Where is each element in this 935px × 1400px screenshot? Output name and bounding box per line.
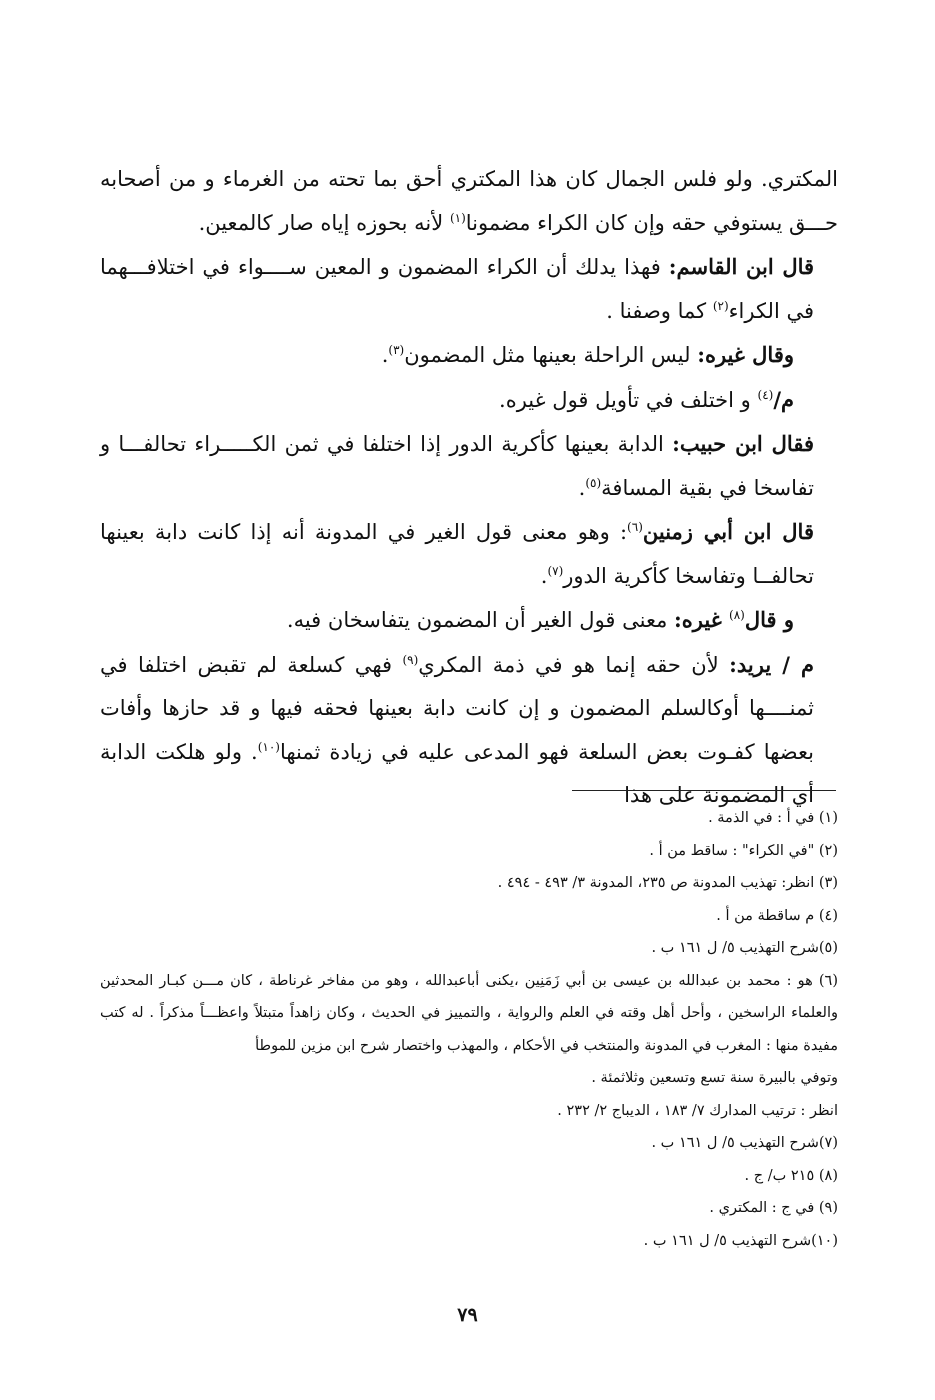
- speaker-label: غيره:: [674, 607, 730, 632]
- footnote: (٥)شرح التهذيب ٥/ ل ١٦١ ب .: [651, 940, 838, 956]
- paragraph-text: و اختلف في تأويل قول غيره.: [499, 387, 758, 412]
- footnote-line: مذكراً . له كتب مفيدة منها : المغرب في المدونة والمنتخب في الأحكام ، والمهذب واختصار شرح ابن مزين للموطأ: [100, 1005, 838, 1054]
- paragraph-text: ليس الراحلة بعينها مثل المضمون: [404, 343, 698, 367]
- paragraph-text: .: [381, 343, 389, 367]
- main-text: [100, 158, 838, 818]
- paragraph-text: .: [578, 475, 586, 500]
- footnote: (١) في أ : في الذمة .: [708, 810, 838, 826]
- speaker-label: م/: [773, 386, 794, 412]
- paragraph-1: [100, 158, 838, 245]
- paragraph-7: [100, 598, 838, 643]
- paragraph-text: معنى قول الغير أن المضمون يتفاسخان فيه.: [286, 608, 675, 632]
- footnote-line: وتوفي بالبيرة سنة تسع وتسعين وثلاثمئة .: [591, 1070, 838, 1086]
- footnote-ref: (٦): [627, 520, 643, 534]
- paragraph-text: الدابة بعينها كأكرية الدور إذا اختلفا في ثمن الكـــــراء تحالفـــا و تفاسخا في بقية المسافة: [100, 432, 814, 500]
- paragraph-text: . ولو هلكت الدابة أي المضمونة على هذا: [100, 739, 814, 807]
- paragraph-5: [100, 422, 838, 510]
- speaker-label: فقال ابن حبيب:: [672, 431, 814, 456]
- footnote: (٧)شرح التهذيب ٥/ ل ١٦١ ب .: [651, 1135, 838, 1151]
- speaker-label: م / يريد:: [729, 651, 814, 677]
- paragraph-4: [100, 378, 838, 423]
- paragraph-2: [100, 245, 838, 333]
- footnote: (٤) م ساقطة من أ .: [716, 907, 838, 924]
- footnote: (٩) في ج : المكتري .: [709, 1200, 838, 1216]
- paragraph-text: لأن حقه إنما هو في ذمة المكري: [418, 652, 730, 677]
- speaker-label: قال ابن أبي زمنين: [642, 519, 814, 544]
- text-line: المكتري. ولو فلس الجمال كان هذا المكتري أحق بما تحته من الغرماء و من أصحابه حـــق: [100, 167, 838, 235]
- paragraph-text: كما وصفنا .: [606, 298, 713, 323]
- paragraph-text: فهي كسلعة لم تقبض اختلفا في ثمنــــها أوكالسلم المضمون و إن كانت دابة بعينها فحقه فيها و قد حازها وأفات بعضها كفـوت بعض السلعة فهو المدعى عليه في زيادة ثمنها: [100, 652, 814, 764]
- footnote: (٣) انظر: تهذيب المدونة ص ٢٣٥، المدونة ٣/ ٤٩٣ - ٤٩٤ .: [497, 875, 838, 891]
- footnotes: [100, 802, 838, 1257]
- footnote-ref: (٩): [402, 652, 419, 667]
- text-line: يستوفي حقه وإن كان الكراء مضمونا: [465, 210, 783, 235]
- footnote-ref: (١٠): [257, 739, 280, 754]
- footnote-line: المحدثين والعلماء الراسخين ، وأحل أهل وقته في العلم والرواية ، والتمييز في الحديث ، وكان زاهداً متبتلاً واعظـــاً: [100, 972, 838, 1021]
- page-number: ٧٩: [457, 1304, 478, 1326]
- footnote-ref: (٣): [388, 343, 405, 357]
- speaker-label: و قال: [744, 607, 794, 632]
- footnote-ref: (٤): [757, 387, 774, 402]
- paragraph-6: [100, 510, 838, 598]
- paragraph-8: [100, 643, 838, 818]
- footnote-ref: (٥): [585, 475, 602, 490]
- footnote-ref: (٢): [712, 298, 729, 313]
- speaker-label: قال ابن القاسم:: [668, 254, 815, 279]
- footnote-line: انظر : ترتيب المدارك ٧/ ١٨٣ ، الديباج ٢/ ٢٣٢ .: [557, 1102, 838, 1119]
- footnote: [100, 965, 838, 1063]
- text-line: لأنه بحوزه إياه صار كالمعين.: [198, 210, 450, 235]
- footnote-ref: (٧): [547, 563, 564, 578]
- paragraph-text: فهذا يدلك أن الكراء المضمون و المعين ســــواء في اختلافـــهما في الكراء: [100, 255, 814, 323]
- paragraph-text: : وهو معنى قول الغير في المدونة أنه إذا كانت دابة بعينها تحالفــا وتفاسخا كأكرية الدور: [100, 520, 814, 588]
- footnote: (٢) "في الكراء" : ساقط من أ .: [649, 842, 838, 859]
- footnote: (٨) ٢١٥ ب/ ج .: [744, 1167, 838, 1184]
- speaker-label: وقال غيره:: [697, 342, 794, 367]
- footnote: (١٠)شرح التهذيب ٥/ ل ١٦١ ب .: [643, 1232, 838, 1249]
- footnote-line: (٦) هو : محمد بن عبدالله بن عيسى بن أبي زَمَنِين ،يكنى أباعبدالله ، وهو من مفاخر غرناطة ، كان مـــن كبـار: [159, 972, 838, 989]
- paragraph-3: [100, 333, 838, 378]
- paragraph-text: .: [540, 563, 548, 588]
- footnote-ref: (١): [449, 210, 466, 225]
- footnote-ref: (٨): [729, 608, 745, 622]
- footnote-separator: [572, 790, 836, 791]
